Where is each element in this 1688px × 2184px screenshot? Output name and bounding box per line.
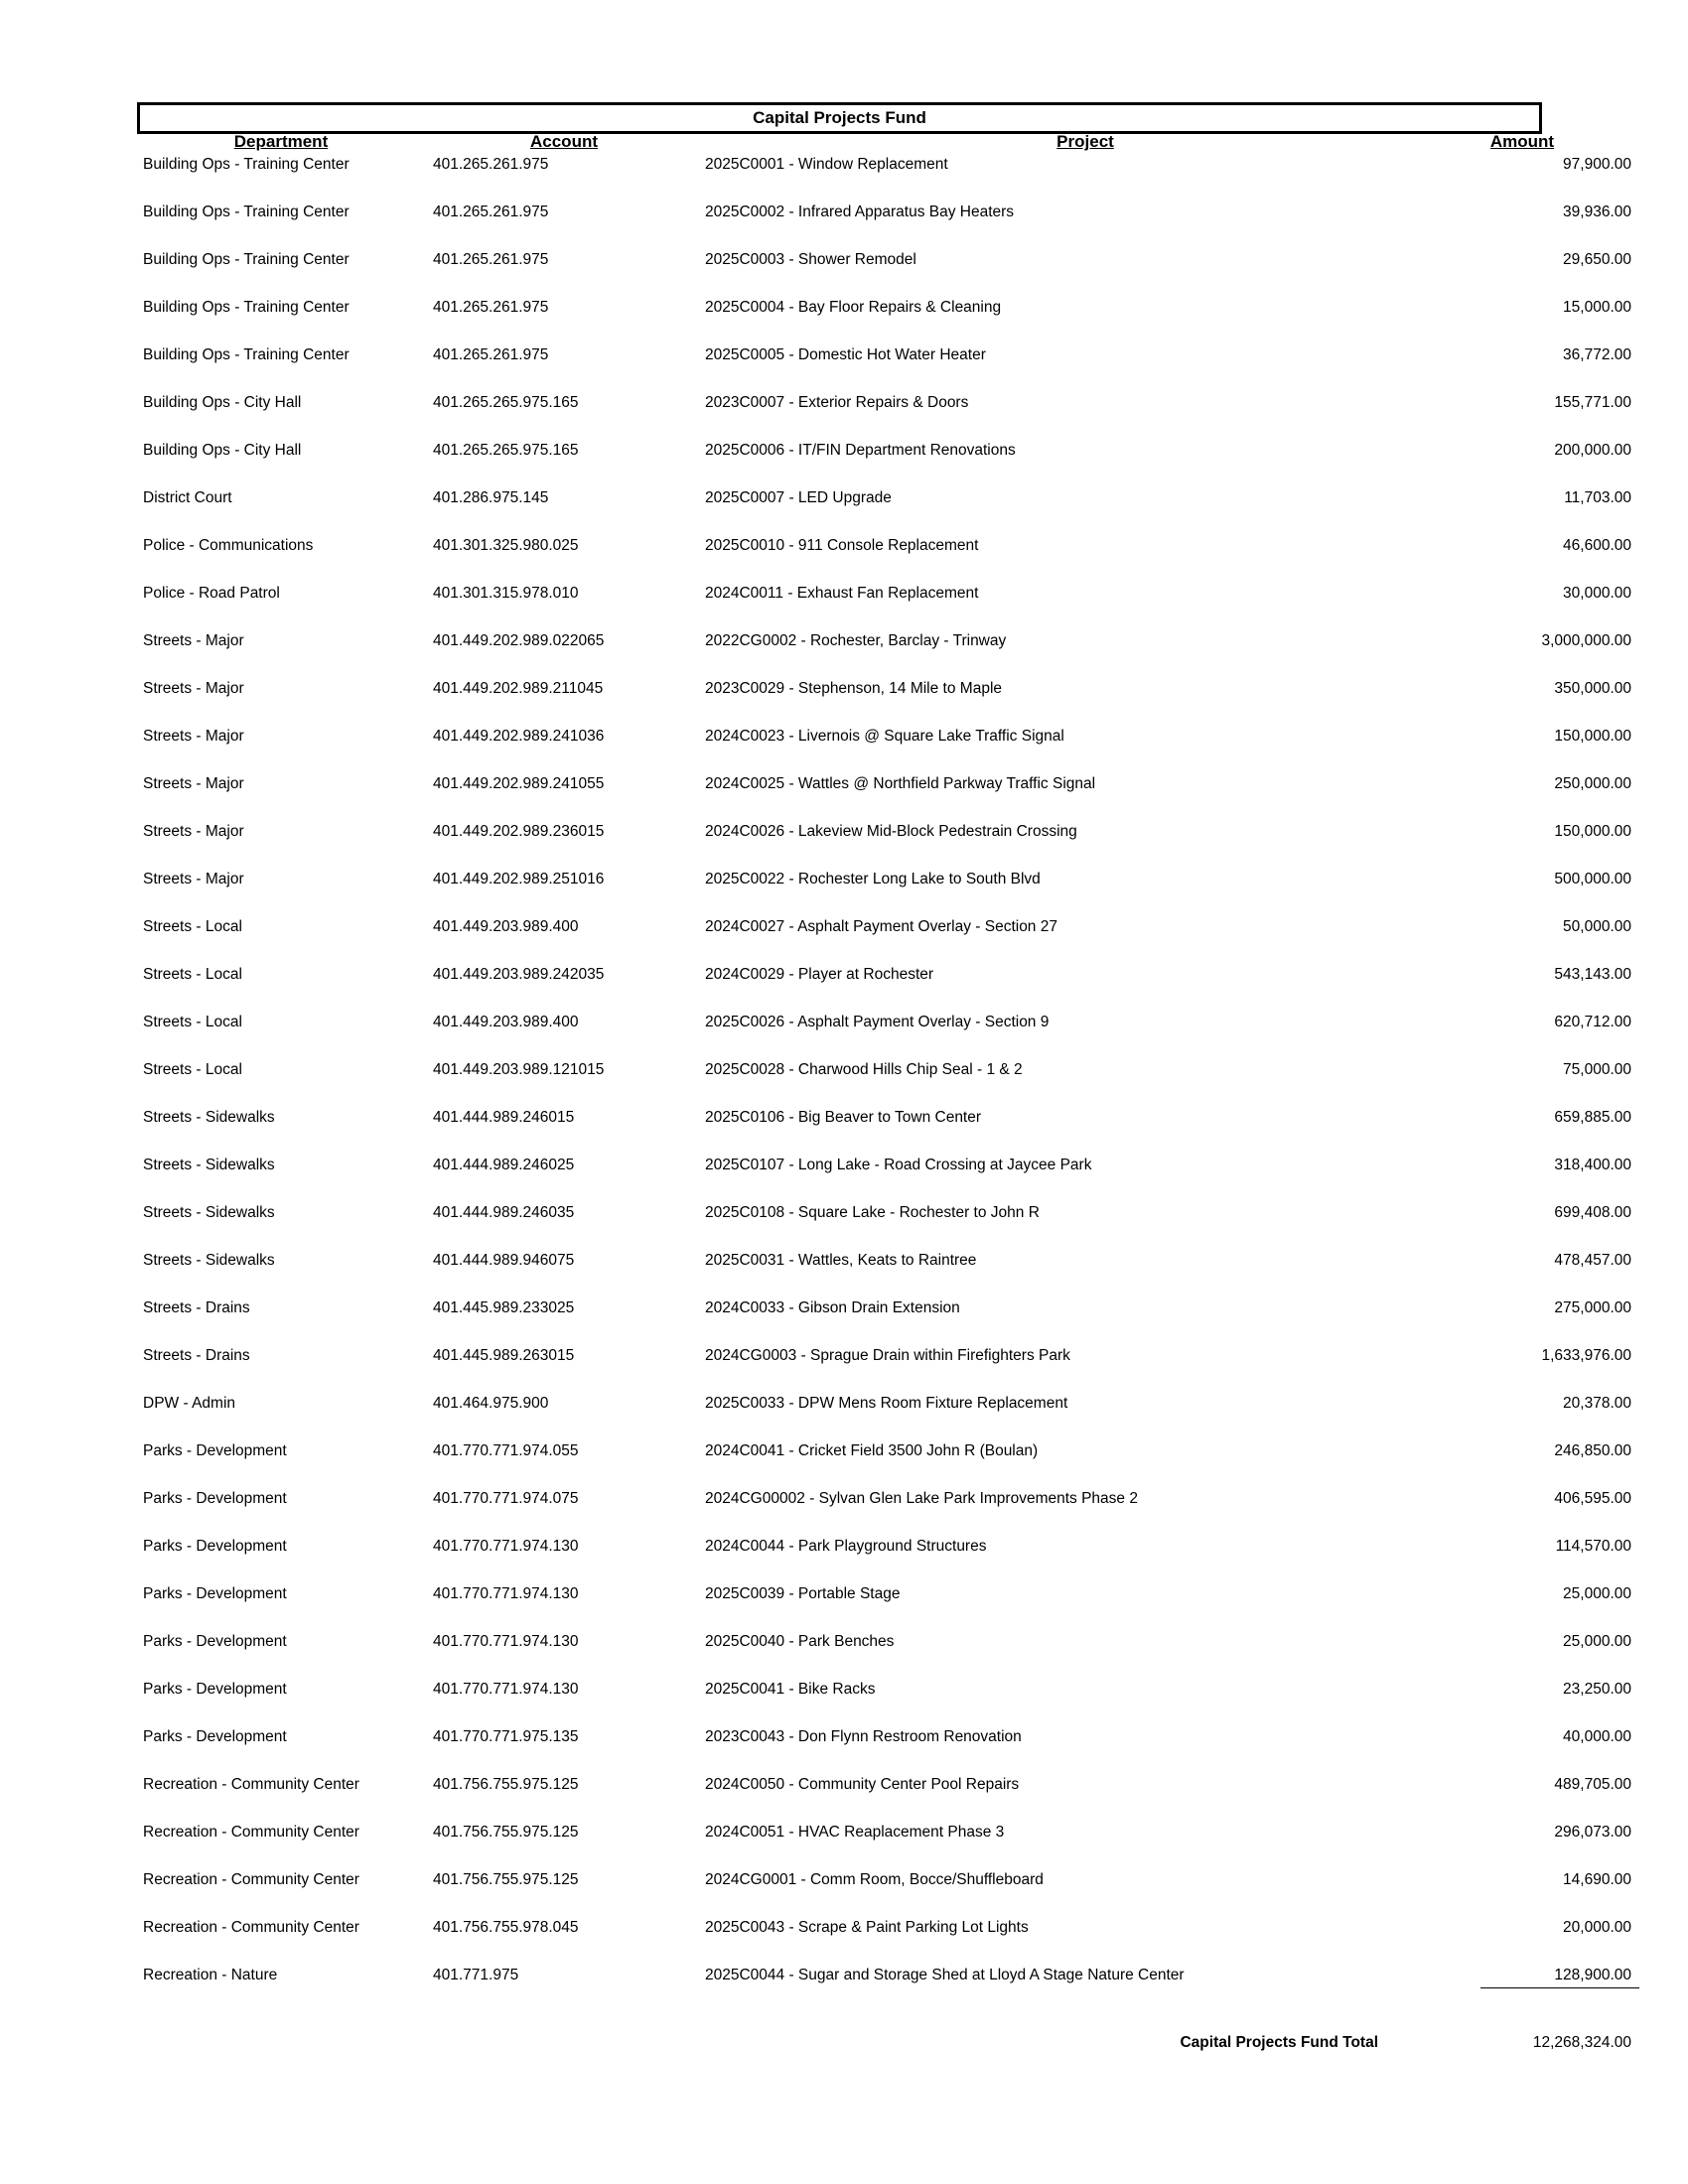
header-project: Project [1056,132,1114,151]
account-cell: 401.770.771.974.130 [433,1538,579,1555]
project-cell: 2025C0022 - Rochester Long Lake to South Blvd [705,871,1041,887]
account-cell: 401.449.202.989.241036 [433,728,605,745]
project-cell: 2025C0002 - Infrared Apparatus Bay Heaters [705,204,1015,220]
project-cell: 2024C0044 - Park Playground Structures [705,1538,987,1555]
project-cell: 2025C0031 - Wattles, Keats to Raintree [705,1252,977,1269]
project-cell: 2025C0039 - Portable Stage [705,1585,901,1602]
department-cell: Streets - Local [143,966,242,983]
account-cell: 401.770.771.974.130 [433,1681,579,1698]
amount-cell: 97,900.00 [1563,156,1631,173]
account-cell: 401.449.203.989.242035 [433,966,605,983]
project-cell: 2023C0029 - Stephenson, 14 Mile to Maple [705,680,1003,697]
table-row [137,1536,1631,1558]
table-row [137,1822,1631,1843]
project-cell: 2025C0033 - DPW Mens Room Fixture Replacement [705,1395,1068,1412]
amount-cell: 489,705.00 [1554,1776,1631,1793]
department-cell: Building Ops - Training Center [143,156,350,173]
amount-cell: 114,570.00 [1555,1538,1631,1555]
table-row [137,249,1631,271]
department-cell: Streets - Sidewalks [143,1204,275,1221]
table-row [137,535,1631,557]
account-cell: 401.286.975.145 [433,489,549,506]
total-value: 12,268,324.00 [1532,2034,1631,2051]
table-row [137,154,1631,176]
account-cell: 401.756.755.975.125 [433,1871,579,1888]
project-cell: 2023C0007 - Exterior Repairs & Doors [705,394,969,411]
table-row [137,1012,1631,1033]
account-cell: 401.756.755.975.125 [433,1824,579,1841]
project-cell: 2024C0041 - Cricket Field 3500 John R (Boulan) [705,1442,1039,1459]
project-cell: 2024C0033 - Gibson Drain Extension [705,1299,960,1316]
account-cell: 401.449.203.989.121015 [433,1061,605,1078]
account-cell: 401.444.989.246035 [433,1204,575,1221]
department-cell: Building Ops - Training Center [143,251,350,268]
department-cell: Recreation - Community Center [143,1824,359,1841]
table-row [137,821,1631,843]
table-row [137,1726,1631,1748]
amount-cell: 350,000.00 [1554,680,1631,697]
account-cell: 401.449.202.989.241055 [433,775,605,792]
project-cell: 2024CG00002 - Sylvan Glen Lake Park Improvements Phase 2 [705,1490,1138,1507]
amount-cell: 14,690.00 [1563,1871,1631,1888]
table-row [137,1440,1631,1462]
table-row [137,1869,1631,1891]
project-cell: 2024CG0001 - Comm Room, Bocce/Shuffleboard [705,1871,1044,1888]
project-cell: 2024CG0003 - Sprague Drain within Firefighters Park [705,1347,1070,1364]
table-row [137,630,1631,652]
project-cell: 2025C0004 - Bay Floor Repairs & Cleaning [705,299,1002,316]
project-cell: 2025C0040 - Park Benches [705,1633,895,1650]
amount-cell: 3,000,000.00 [1541,632,1631,649]
department-cell: Streets - Sidewalks [143,1157,275,1173]
department-cell: Parks - Development [143,1490,287,1507]
account-cell: 401.449.203.989.400 [433,918,579,935]
table-row [137,1297,1631,1319]
project-cell: 2024C0026 - Lakeview Mid-Block Pedestrain Crossing [705,823,1077,840]
total-row [137,2032,1631,2054]
account-cell: 401.770.771.974.075 [433,1490,579,1507]
account-cell: 401.464.975.900 [433,1395,549,1412]
project-cell: 2025C0003 - Shower Remodel [705,251,916,268]
table-row [137,1107,1631,1129]
account-cell: 401.265.261.975 [433,156,549,173]
department-cell: Building Ops - Training Center [143,346,350,363]
department-cell: Parks - Development [143,1633,287,1650]
account-cell: 401.445.989.233025 [433,1299,575,1316]
department-cell: Parks - Development [143,1681,287,1698]
account-cell: 401.449.202.989.022065 [433,632,605,649]
project-cell: 2025C0107 - Long Lake - Road Crossing at Jaycee Park [705,1157,1092,1173]
capital-projects-sheet [137,0,1631,2184]
amount-cell: 40,000.00 [1563,1728,1631,1745]
table-row [137,726,1631,748]
project-cell: 2025C0044 - Sugar and Storage Shed at Lloyd A Stage Nature Center [705,1967,1185,1983]
table-row [137,773,1631,795]
department-cell: Police - Road Patrol [143,585,280,602]
table-row [137,1059,1631,1081]
amount-cell: 275,000.00 [1554,1299,1631,1316]
amount-cell: 25,000.00 [1563,1585,1631,1602]
project-cell: 2024C0050 - Community Center Pool Repairs [705,1776,1020,1793]
header-department: Department [233,132,329,151]
amount-cell: 39,936.00 [1563,204,1631,220]
table-row [137,344,1631,366]
account-cell: 401.770.771.974.130 [433,1633,579,1650]
table-row [137,869,1631,890]
department-cell: Parks - Development [143,1442,287,1459]
amount-cell: 150,000.00 [1554,728,1631,745]
department-cell: Recreation - Nature [143,1967,278,1983]
amount-cell: 128,900.00 [1554,1967,1631,1983]
table-row [137,392,1631,414]
account-cell: 401.770.771.974.055 [433,1442,579,1459]
amount-cell: 11,703.00 [1564,489,1631,506]
department-cell: Streets - Local [143,1061,242,1078]
table-row [137,1631,1631,1653]
project-cell: 2024C0025 - Wattles @ Northfield Parkway Traffic Signal [705,775,1096,792]
account-cell: 401.265.265.975.165 [433,394,579,411]
department-cell: Recreation - Community Center [143,1919,359,1936]
account-cell: 401.449.202.989.211045 [433,680,604,697]
department-cell: Streets - Drains [143,1347,250,1364]
amount-cell: 20,378.00 [1563,1395,1631,1412]
department-cell: Streets - Major [143,871,244,887]
amount-cell: 699,408.00 [1554,1204,1631,1221]
table-row [137,297,1631,319]
amount-cell: 23,250.00 [1563,1681,1631,1698]
department-cell: Streets - Sidewalks [143,1109,275,1126]
department-cell: Recreation - Community Center [143,1871,359,1888]
project-cell: 2024C0027 - Asphalt Payment Overlay - Section 27 [705,918,1057,935]
amount-cell: 1,633,976.00 [1541,1347,1631,1364]
department-cell: Streets - Major [143,728,244,745]
department-cell: Parks - Development [143,1728,287,1745]
account-cell: 401.449.203.989.400 [433,1014,579,1030]
department-cell: Streets - Major [143,680,244,697]
table-row [137,1917,1631,1939]
department-cell: Building Ops - Training Center [143,204,350,220]
table-row [137,583,1631,605]
project-cell: 2025C0006 - IT/FIN Department Renovations [705,442,1016,459]
project-cell: 2025C0010 - 911 Console Replacement [705,537,979,554]
account-cell: 401.756.755.978.045 [433,1919,579,1936]
amount-cell: 250,000.00 [1554,775,1631,792]
account-cell: 401.444.989.246025 [433,1157,575,1173]
amount-cell: 75,000.00 [1563,1061,1631,1078]
department-cell: Recreation - Community Center [143,1776,359,1793]
account-cell: 401.301.315.978.010 [433,585,579,602]
amount-cell: 500,000.00 [1554,871,1631,887]
amount-cell: 30,000.00 [1563,585,1631,602]
amount-underline [1480,1987,1639,1988]
table-row [137,1679,1631,1701]
account-cell: 401.771.975 [433,1967,519,1983]
account-cell: 401.770.771.975.135 [433,1728,579,1745]
amount-cell: 46,600.00 [1563,537,1631,554]
project-cell: 2024C0023 - Livernois @ Square Lake Traffic Signal [705,728,1064,745]
amount-cell: 15,000.00 [1563,299,1631,316]
table-row [137,202,1631,223]
department-cell: DPW - Admin [143,1395,236,1412]
project-cell: 2025C0007 - LED Upgrade [705,489,892,506]
department-cell: Streets - Sidewalks [143,1252,275,1269]
account-cell: 401.265.261.975 [433,346,549,363]
department-cell: Streets - Local [143,918,242,935]
amount-cell: 543,143.00 [1554,966,1631,983]
project-cell: 2025C0005 - Domestic Hot Water Heater [705,346,986,363]
amount-cell: 620,712.00 [1554,1014,1631,1030]
department-cell: Streets - Local [143,1014,242,1030]
account-cell: 401.449.202.989.236015 [433,823,605,840]
project-cell: 2025C0108 - Square Lake - Rochester to John R [705,1204,1040,1221]
amount-cell: 29,650.00 [1563,251,1631,268]
table-row [137,678,1631,700]
department-cell: Building Ops - City Hall [143,394,302,411]
project-cell: 2025C0028 - Charwood Hills Chip Seal - 1 & 2 [705,1061,1023,1078]
table-row [137,440,1631,462]
table-row [137,1583,1631,1605]
amount-cell: 200,000.00 [1554,442,1631,459]
amount-cell: 246,850.00 [1554,1442,1631,1459]
table-row [137,916,1631,938]
table-row [137,1250,1631,1272]
project-cell: 2022CG0002 - Rochester, Barclay - Trinway [705,632,1007,649]
project-cell: 2024C0029 - Player at Rochester [705,966,934,983]
account-cell: 401.449.202.989.251016 [433,871,605,887]
department-cell: Parks - Development [143,1585,287,1602]
table-row [137,1965,1631,1986]
table-row [137,487,1631,509]
department-cell: Building Ops - City Hall [143,442,302,459]
amount-cell: 478,457.00 [1554,1252,1631,1269]
project-cell: 2025C0043 - Scrape & Paint Parking Lot Lights [705,1919,1029,1936]
department-cell: Streets - Drains [143,1299,250,1316]
header-amount: Amount [1489,132,1555,151]
table-header [137,132,1555,154]
amount-cell: 50,000.00 [1563,918,1631,935]
department-cell: Streets - Major [143,632,244,649]
project-cell: 2025C0026 - Asphalt Payment Overlay - Section 9 [705,1014,1050,1030]
table-row [137,1155,1631,1176]
account-cell: 401.265.261.975 [433,299,549,316]
account-cell: 401.265.261.975 [433,204,549,220]
account-cell: 401.265.261.975 [433,251,549,268]
table-row [137,1774,1631,1796]
amount-cell: 659,885.00 [1554,1109,1631,1126]
department-cell: Police - Communications [143,537,314,554]
table-row [137,1202,1631,1224]
sheet-title: Capital Projects Fund [137,102,1542,134]
project-cell: 2024C0011 - Exhaust Fan Replacement [705,585,979,602]
table-row [137,1488,1631,1510]
header-account: Account [530,132,598,151]
amount-cell: 36,772.00 [1563,346,1631,363]
project-cell: 2025C0001 - Window Replacement [705,156,948,173]
account-cell: 401.756.755.975.125 [433,1776,579,1793]
project-cell: 2024C0051 - HVAC Reaplacement Phase 3 [705,1824,1005,1841]
amount-cell: 296,073.00 [1554,1824,1631,1841]
amount-cell: 20,000.00 [1563,1919,1631,1936]
account-cell: 401.265.265.975.165 [433,442,579,459]
project-cell: 2025C0041 - Bike Racks [705,1681,876,1698]
table-row [137,1345,1631,1367]
department-cell: Streets - Major [143,823,244,840]
account-cell: 401.301.325.980.025 [433,537,579,554]
department-cell: Parks - Development [143,1538,287,1555]
account-cell: 401.445.989.263015 [433,1347,575,1364]
account-cell: 401.444.989.246015 [433,1109,575,1126]
table-row [137,964,1631,986]
amount-cell: 150,000.00 [1554,823,1631,840]
amount-cell: 25,000.00 [1563,1633,1631,1650]
amount-cell: 318,400.00 [1554,1157,1631,1173]
amount-cell: 406,595.00 [1554,1490,1631,1507]
department-cell: Streets - Major [143,775,244,792]
table-row [137,1393,1631,1415]
department-cell: District Court [143,489,232,506]
account-cell: 401.770.771.974.130 [433,1585,579,1602]
amount-cell: 155,771.00 [1554,394,1631,411]
account-cell: 401.444.989.946075 [433,1252,575,1269]
total-label: Capital Projects Fund Total [1180,2034,1378,2051]
project-cell: 2023C0043 - Don Flynn Restroom Renovation [705,1728,1022,1745]
project-cell: 2025C0106 - Big Beaver to Town Center [705,1109,982,1126]
department-cell: Building Ops - Training Center [143,299,350,316]
